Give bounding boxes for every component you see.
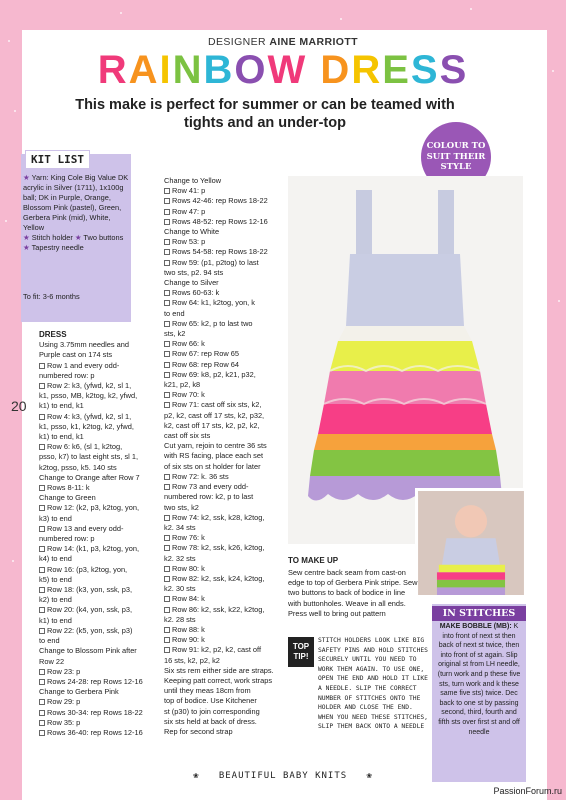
section-heading: DRESS: [39, 330, 67, 339]
title-letter: A: [128, 48, 160, 92]
pattern-line: Rows 30-34: rep Rows 18-22: [39, 708, 161, 718]
star-icon: ★: [23, 233, 30, 242]
checkbox-icon: [164, 351, 170, 357]
pattern-line: Row 80: k: [164, 564, 286, 574]
page-number: 20: [11, 398, 27, 414]
star-icon: ★: [23, 173, 30, 182]
checkbox-icon: [164, 239, 170, 245]
pattern-line: Rows 60-63: k: [164, 288, 286, 298]
pattern-line: Row 1 and every odd-: [39, 361, 161, 371]
in-stitches-title: IN STITCHES: [432, 606, 526, 621]
pattern-line: Change to White: [164, 227, 220, 237]
pattern-line: to end: [164, 308, 185, 318]
pattern-line: k5) to end: [39, 574, 72, 584]
pattern-line: numbered row: p: [39, 370, 95, 380]
pattern-line: Change to Orange after Row 7: [39, 472, 140, 482]
star-icon: ★: [74, 233, 82, 242]
kit-item: Two buttons: [83, 233, 124, 242]
footer: [0, 771, 566, 781]
pattern-line: six sts held at back of dress.: [164, 716, 257, 726]
stitch-term: MAKE BOBBLE (MB):: [439, 623, 512, 630]
checkbox-icon: [164, 566, 170, 572]
checkbox-icon: [164, 362, 170, 368]
checkbox-icon: [164, 647, 170, 653]
pattern-line: Using 3.75mm needles and: [39, 340, 129, 350]
checkbox-icon: [39, 414, 45, 420]
pattern-line: Change to Silver: [164, 278, 219, 288]
pattern-line: Row 47: p: [164, 207, 286, 217]
in-stitches-text: [436, 622, 522, 737]
pattern-line: Row 20: (k4, yon, ssk, p3,: [39, 605, 161, 615]
pattern-line: k2, cast off 17 sts, k2, p2, k2,: [164, 420, 260, 430]
decor-speck: [120, 12, 122, 14]
pattern-line: Purple cast on 174 sts: [39, 350, 113, 360]
pattern-line: Row 69: k8, p2, k21, p32,: [164, 370, 286, 380]
colour-badge: COLOUR TO SUIT THEIR STYLE: [421, 122, 491, 192]
top-tip-text: STITCH HOLDERS LOOK LIKE BIG SAFETY PINS AND HOLD STITCHES SECURELY UNTIL YOU NEED TO WORK THEM AGAIN. TO USE ONE, OPEN THE END AND HOLD IT LIKE A NEEDLE. SLIP THE CORRECT NUMBER OF STITCHES ONTO THE HOLDER AND CLOSE THE END. WHEN YOU NEED THESE STITCHES, SLIP THEM BACK ONTO A NEEDLE: [318, 637, 428, 731]
decor-speck: [14, 110, 16, 112]
kit-item: Tapestry needle: [31, 243, 84, 252]
pattern-line: k1) to end: [39, 615, 72, 625]
checkbox-icon: [39, 720, 45, 726]
stitch-definition: K into front of next st then back of next st twice, then into front of st again. Slip original st from LH needle, (turn work and p these five sts, turn work and k these same five sts) twice. Dec back to one st by passing second, third, fourth and fifth sts over first st and off needle: [437, 623, 521, 736]
title-letter: N: [172, 48, 204, 92]
pattern-line: Row 84: k: [164, 594, 286, 604]
pattern-line: Row 6: k6, (sl 1, k2tog,: [39, 442, 161, 452]
pattern-column-2: [164, 176, 286, 737]
pattern-line: Row 90: k: [164, 635, 286, 645]
checkbox-icon: [164, 515, 170, 521]
checkbox-icon: [164, 535, 170, 541]
make-up-text: Sew centre back seam from cast-on edge to top of Gerbera Pink stripe. Sew two buttons to back of bodice in line with buttonholes. Weave in all ends. Press well to bring out pattern: [288, 568, 418, 618]
decor-speck: [470, 8, 472, 10]
pattern-line: Row 72: k. 36 sts: [164, 472, 286, 482]
pattern-line: Row 4: k3, (yfwd, k2, sl 1,: [39, 412, 161, 422]
pattern-line: numbered row: k2, p to last: [164, 492, 254, 502]
title-letter: W: [267, 48, 308, 92]
checkbox-icon: [39, 699, 45, 705]
title-letter: D: [320, 48, 352, 92]
pattern-line: Cut yarn, rejoin to centre 36 sts: [164, 441, 267, 451]
checkbox-icon: [39, 485, 45, 491]
magazine-title: BEAUTIFUL BABY KNITS: [218, 771, 348, 781]
pattern-line: st (p30) to join corresponding: [164, 706, 260, 716]
checkbox-icon: [39, 628, 45, 634]
title-letter: B: [203, 48, 235, 92]
pattern-line: Change to Gerbera Pink: [39, 687, 119, 697]
pattern-line: Rows 54-58: rep Rows 18-22: [164, 247, 286, 257]
pattern-line: Change to Blossom Pink after: [39, 646, 137, 656]
pattern-line: Row 41: p: [164, 186, 286, 196]
pattern-line: Row 22: [39, 656, 65, 666]
pattern-line: Row 64: k1, k2tog, yon, k: [164, 298, 286, 308]
kit-item: Yarn: King Cole Big Value DK acrylic in Silver (1711), 1x100g ball; DK in Purple, Orange, Blossom Pink (pastel), Green, Gerbera Pink (mid), White, Yellow: [23, 173, 129, 232]
pattern-line: Row 18: (k3, yon, ssk, p3,: [39, 585, 161, 595]
pattern-line: numbered row: p: [39, 534, 95, 544]
checkbox-icon: [164, 300, 170, 306]
checkbox-icon: [164, 249, 170, 255]
pattern-line: Row 88: k: [164, 625, 286, 635]
pattern-line: Row 73 and every odd-: [164, 482, 286, 492]
pattern-line: until they meas 18cm from: [164, 686, 251, 696]
make-up-title: TO MAKE UP: [288, 556, 339, 565]
pattern-line: Keeping patt correct, work straps: [164, 675, 273, 685]
pattern-line: p2, k2, cast off 17 sts, k2, p32,: [164, 410, 265, 420]
pattern-line: k2. 30 sts: [164, 584, 196, 594]
pattern-line: Row 71: cast off six sts, k2,: [164, 400, 286, 410]
checkbox-icon: [164, 341, 170, 347]
pattern-line: two sts, k2: [164, 502, 199, 512]
checkbox-icon: [164, 290, 170, 296]
pattern-line: cast off six sts: [164, 431, 211, 441]
checkbox-icon: [164, 596, 170, 602]
pattern-line: to end: [39, 636, 60, 646]
checkbox-icon: [164, 392, 170, 398]
pattern-line: psso, k7) to last eight sts, sl 1,: [39, 452, 138, 462]
pattern-line: Row 2: k3, (yfwd, k2, sl 1,: [39, 381, 161, 391]
pattern-line: Row 91: k2, p2, k2, cast off: [164, 645, 286, 655]
pattern-line: k2) to end: [39, 595, 72, 605]
title-letter: R: [97, 48, 129, 92]
pattern-line: k3) to end: [39, 513, 72, 523]
checkbox-icon: [39, 383, 45, 389]
designer-prefix: DESIGNER: [208, 36, 267, 48]
pattern-line: Rows 24-28: rep Rows 12-16: [39, 677, 161, 687]
pattern-line: with RS facing, place each set: [164, 451, 264, 461]
pattern-line: Rep for second strap: [164, 726, 233, 736]
pattern-line: Rows 48-52: rep Rows 12-16: [164, 217, 286, 227]
checkbox-icon: [39, 587, 45, 593]
decor-speck: [340, 18, 342, 20]
checkbox-icon: [39, 363, 45, 369]
checkbox-icon: [164, 474, 170, 480]
kit-list-items: [23, 173, 129, 253]
star-icon: ★: [23, 243, 30, 252]
pattern-line: k21, p2, k8: [164, 380, 201, 390]
pattern-line: k2. 28 sts: [164, 614, 196, 624]
pattern-column-1: [39, 330, 161, 738]
checkbox-icon: [164, 372, 170, 378]
checkbox-icon: [39, 730, 45, 736]
checkbox-icon: [39, 679, 45, 685]
pattern-line: k1, psso, MB, k2tog, k2, yfwd,: [39, 391, 138, 401]
title-letter: E: [382, 48, 411, 92]
checkbox-icon: [164, 260, 170, 266]
checkbox-icon: [39, 607, 45, 613]
checkbox-icon: [39, 669, 45, 675]
kit-size: To fit: 3-6 months: [23, 292, 80, 301]
title-letter: S: [439, 48, 469, 92]
kit-item: Stitch holder: [31, 233, 73, 242]
pattern-line: two sts, p2. 94 sts: [164, 267, 224, 277]
checkbox-icon: [39, 526, 45, 532]
checkbox-icon: [164, 607, 170, 613]
pattern-line: Rows 42-46: rep Rows 18-22: [164, 196, 286, 206]
page-subtitle: This make is perfect for summer or can be teamed with tights and an under-top: [75, 97, 455, 131]
title-letter: [307, 48, 320, 93]
pattern-line: Change to Green: [39, 493, 96, 503]
kit-list-title: KIT LIST: [25, 150, 90, 169]
checkbox-icon: [164, 545, 170, 551]
page-title: [0, 48, 566, 93]
checkbox-icon: [164, 209, 170, 215]
pattern-line: sts, k2: [164, 329, 186, 339]
pattern-line: Change to Yellow: [164, 176, 222, 185]
checkbox-icon: [164, 198, 170, 204]
pattern-line: Row 82: k2, ssk, k24, k2tog,: [164, 574, 286, 584]
pattern-line: Row 67: rep Row 65: [164, 349, 286, 359]
top-tip-badge: TOP TIP!: [288, 637, 314, 667]
pattern-line: 16 sts, k2, p2, k2: [164, 655, 220, 665]
checkbox-icon: [164, 627, 170, 633]
pattern-line: Row 53: p: [164, 237, 286, 247]
pattern-line: k2. 32 sts: [164, 553, 196, 563]
designer-name: AINE MARRIOTT: [269, 36, 358, 48]
decor-speck: [12, 560, 14, 562]
pattern-line: top of bodice. Use Kitchener: [164, 696, 257, 706]
checkbox-icon: [39, 444, 45, 450]
pattern-line: Row 23: p: [39, 667, 161, 677]
pattern-line: Row 65: k2, p to last two: [164, 319, 286, 329]
pattern-line: Row 68: rep Row 64: [164, 360, 286, 370]
pattern-line: Row 13 and every odd-: [39, 524, 161, 534]
pattern-line: k1) to end, k1: [39, 401, 84, 411]
pattern-line: Row 29: p: [39, 697, 161, 707]
checkbox-icon: [164, 637, 170, 643]
pattern-line: Row 16: (p3, k2tog, yon,: [39, 565, 161, 575]
watermark: PassionForum.ru: [493, 786, 562, 796]
checkbox-icon: [39, 567, 45, 573]
pattern-line: k4) to end: [39, 554, 72, 564]
pattern-line: k2tog, psso, k5. 140 sts: [39, 462, 117, 472]
baby-photo: [415, 488, 527, 598]
checkbox-icon: [164, 402, 170, 408]
pattern-line: k1, psso, k1, k2tog, k2, yfwd,: [39, 421, 134, 431]
checkbox-icon: [164, 321, 170, 327]
pattern-line: Row 35: p: [39, 718, 161, 728]
pattern-line: Six sts rem either side are straps.: [164, 665, 274, 675]
pattern-line: Row 86: k2, ssk, k22, k2tog,: [164, 605, 286, 615]
checkbox-icon: [39, 505, 45, 511]
checkbox-icon: [164, 188, 170, 194]
pattern-line: Rows 8-11: k: [39, 483, 161, 493]
checkbox-icon: [164, 576, 170, 582]
pattern-line: k2. 34 sts: [164, 522, 196, 532]
pattern-line: Row 22: (k5, yon, ssk, p3): [39, 626, 161, 636]
pattern-line: Row 66: k: [164, 339, 286, 349]
flower-icon: ❀: [193, 771, 200, 781]
pattern-line: Row 59: (p1, p2tog) to last: [164, 258, 286, 268]
pattern-line: Row 14: (k1, p3, k2tog, yon,: [39, 544, 161, 554]
checkbox-icon: [39, 546, 45, 552]
pattern-line: Row 76: k: [164, 533, 286, 543]
pattern-line: Row 70: k: [164, 390, 286, 400]
pattern-line: Row 12: (k2, p3, k2tog, yon,: [39, 503, 161, 513]
pattern-line: k1) to end, k1: [39, 432, 84, 442]
title-letter: S: [410, 48, 440, 92]
checkbox-icon: [164, 219, 170, 225]
pattern-line: Rows 36-40: rep Rows 12-16: [39, 728, 161, 738]
designer-credit: [0, 36, 566, 48]
pattern-line: Row 74: k2, ssk, k28, k2tog,: [164, 513, 286, 523]
flower-icon: ❀: [366, 771, 373, 781]
title-letter: R: [351, 48, 383, 92]
title-letter: O: [234, 48, 268, 92]
checkbox-icon: [164, 484, 170, 490]
pattern-line: Row 78: k2, ssk, k26, k2tog,: [164, 543, 286, 553]
decor-speck: [558, 300, 560, 302]
checkbox-icon: [39, 710, 45, 716]
pattern-line: of six sts on st holder for later: [164, 461, 261, 471]
title-letter: I: [159, 48, 173, 92]
decor-speck: [5, 220, 7, 222]
